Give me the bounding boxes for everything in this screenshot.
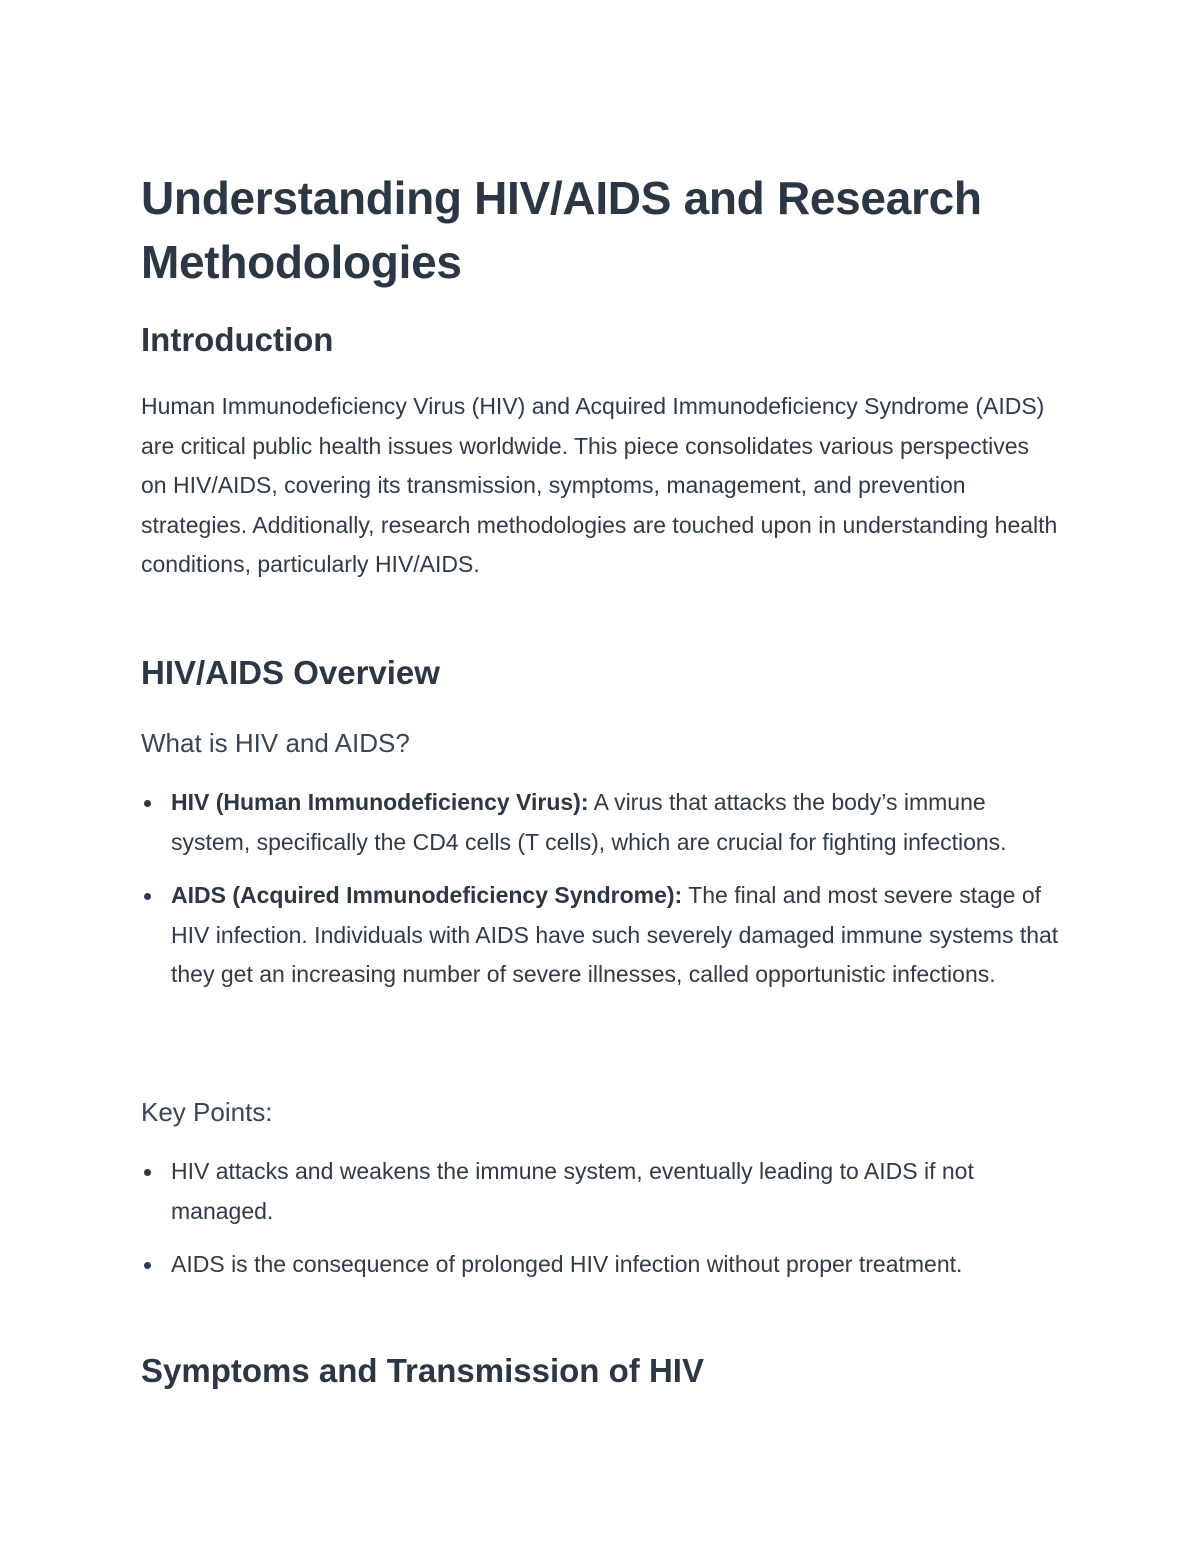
what-is-heading: What is HIV and AIDS? — [141, 728, 410, 758]
key-point-text: HIV attacks and weakens the immune system, eventually leading to AIDS if not managed. — [171, 1158, 974, 1224]
key-points-heading: Key Points: — [141, 1097, 273, 1127]
list-item — [141, 1245, 1061, 1285]
introduction-heading: Introduction — [141, 321, 334, 358]
what-is-list — [141, 783, 1061, 1009]
definition-text: A virus that attacks the body’s immune system, specifically the CD4 cells (T cells), which are crucial for fighting infections. — [171, 789, 1007, 855]
definition-text: The final and most severe stage of HIV infection. Individuals with AIDS have such severely damaged immune systems that they get an increasing number of severe illnesses, called opportunistic infections. — [171, 882, 1059, 988]
bullet-dot-icon — [144, 1169, 151, 1176]
key-point-text: AIDS is the consequence of prolonged HIV infection without proper treatment. — [171, 1251, 963, 1278]
bullet-dot-icon — [144, 800, 151, 807]
key-points-list — [141, 1152, 1061, 1299]
overview-heading: HIV/AIDS Overview — [141, 654, 440, 691]
list-item — [141, 783, 1061, 862]
list-item — [141, 876, 1061, 995]
bullet-dot-icon — [144, 893, 151, 900]
definition-term: HIV (Human Immunodeficiency Virus): — [171, 789, 589, 815]
bullet-dot-icon — [144, 1262, 151, 1269]
symptoms-heading: Symptoms and Transmission of HIV — [141, 1352, 704, 1389]
definition-term: AIDS (Acquired Immunodeficiency Syndrome): — [171, 882, 683, 909]
list-item — [141, 1152, 1061, 1231]
document-title: Understanding HIV/AIDS and Research Methodologies — [141, 172, 982, 288]
introduction-paragraph: Human Immunodeficiency Virus (HIV) and Acquired Immunodeficiency Syndrome (AIDS) are critical public health issues worldwide. This piece consolidates various perspectives on HIV/AIDS, covering its transmission, symptoms, management, and prevention strategies. Additionally, research methodologies are touched upon in understanding health conditions, particularly HIV/AIDS. — [141, 393, 1058, 578]
